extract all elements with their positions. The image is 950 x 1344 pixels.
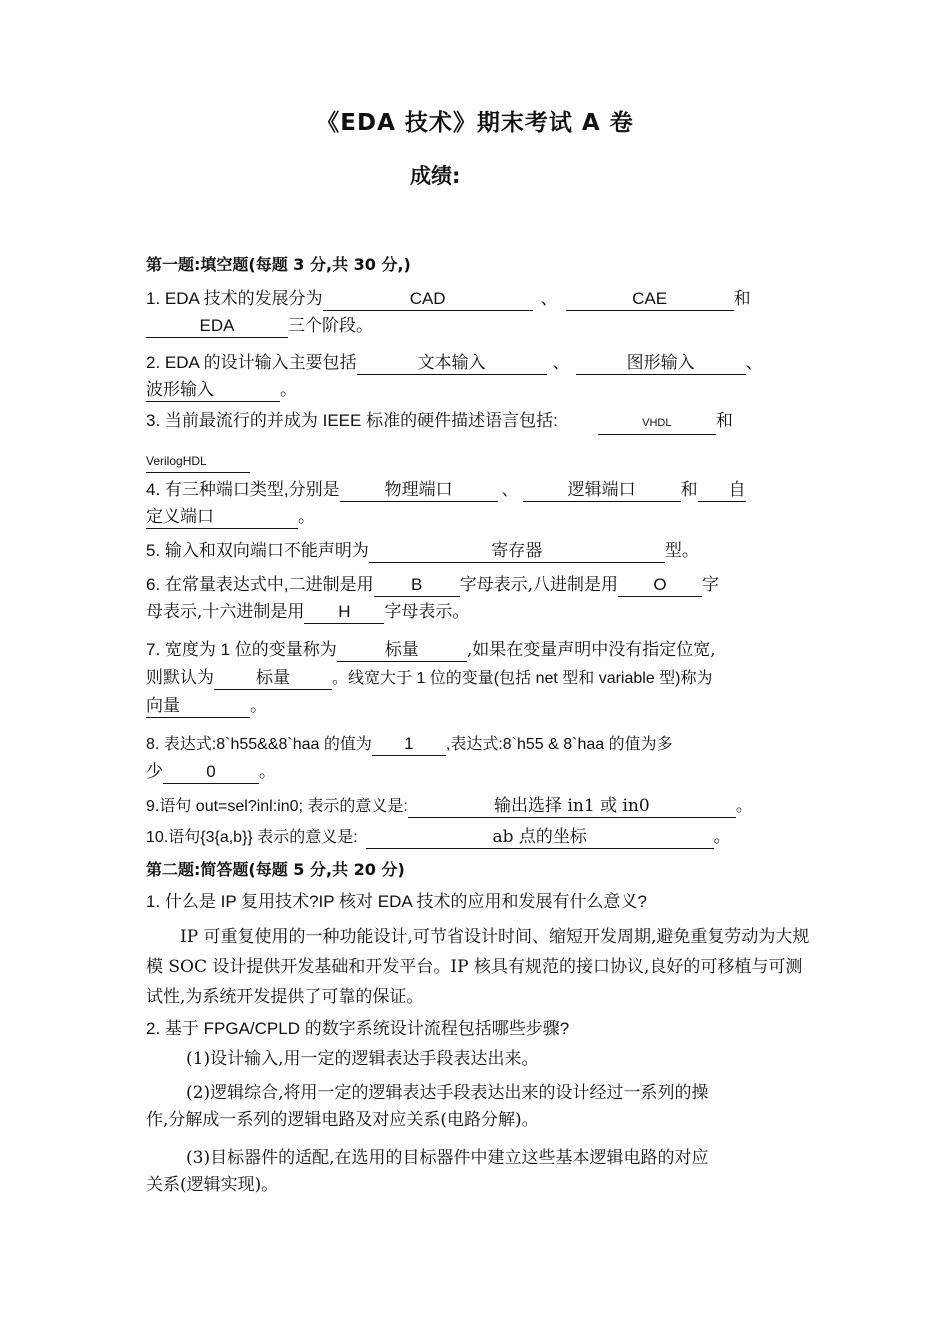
q4-line1: 4. 有三种端口类型,分别是 物理端口 、 逻辑端口 和 自	[146, 480, 746, 500]
q6-line1: 6. 在常量表达式中,二进制是用 B 字母表示,八进制是用 O 字	[146, 575, 720, 595]
q4-answer-3-start: 自	[698, 479, 746, 502]
q4-line2: 定义端口 。	[146, 507, 315, 527]
s2-q2-step3-line2: 关系(逻辑实现)。	[146, 1175, 279, 1195]
q1-answer-3: EDA	[146, 315, 288, 338]
section2-heading: 第二题:简答题(每题 5 分,共 20 分)	[146, 860, 405, 879]
q3-answer-2: VerilogHDL	[146, 450, 250, 473]
q5-answer: 寄存器	[369, 540, 665, 563]
q3-line1: 3. 当前最流行的并成为 IEEE 标准的硬件描述语言包括: VHDL 和	[146, 408, 810, 435]
q10-line: 10.语句{3{a,b}} 表示的意义是: ab 点的坐标 。	[146, 827, 731, 847]
q2-line2: 波形输入 。	[146, 380, 297, 400]
s2-q2-step3-line1: (3)目标器件的适配,在选用的目标器件中建立这些基本逻辑电路的对应	[186, 1148, 709, 1168]
q7-answer-3: 向量	[146, 695, 250, 718]
q7-answer-2: 标量	[214, 667, 332, 690]
q2-line1: 2. EDA 的设计输入主要包括 文本输入 、 图形输入 、	[146, 353, 763, 373]
q8-line2: 少 0 。	[146, 762, 276, 782]
s2-q2-step1: (1)设计输入,用一定的逻辑表达手段表达出来。	[186, 1049, 539, 1069]
q7-line2: 则默认为 标量 。线宽大于 1 位的变量(包括 net 型和 variable 型)称为	[146, 668, 713, 688]
q2-answer-1: 文本输入	[357, 352, 547, 375]
q7-line3: 向量 。	[146, 696, 267, 716]
section1-heading: 第一题:填空题(每题 3 分,共 30 分,)	[146, 255, 411, 274]
q5-line: 5. 输入和双向端口不能声明为 寄存器 型。	[146, 541, 699, 561]
q1-line1: 1. EDA 技术的发展分为 CAD 、 CAE 和	[146, 289, 751, 309]
s2-q2-question: 2. 基于 FPGA/CPLD 的数字系统设计流程包括哪些步骤?	[146, 1019, 570, 1038]
q2-answer-3: 波形输入	[146, 379, 280, 402]
q6-answer-2: O	[618, 574, 702, 597]
q6-line2: 母表示,十六进制是用 H 字母表示。	[146, 602, 470, 622]
q2-answer-2: 图形输入	[576, 352, 746, 375]
q6-answer-3: H	[304, 601, 384, 624]
s2-q2-step2-line1: (2)逻辑综合,将用一定的逻辑表达手段表达出来的设计经过一系列的操	[186, 1083, 709, 1103]
q9-line: 9.语句 out=sel?inl:in0; 表示的意义是: 输出选择 in1 或 in0 。	[146, 796, 753, 816]
q7-answer-1: 标量	[337, 639, 467, 662]
q8-answer-2: 0	[163, 761, 259, 784]
q10-answer: ab 点的坐标	[366, 826, 714, 849]
q9-answer: 输出选择 in1 或 in0	[408, 795, 736, 818]
q1-answer-2: CAE	[566, 288, 734, 311]
exam-title: 《EDA 技术》期末考试 A 卷	[316, 110, 634, 136]
score-label: 成绩:	[410, 164, 461, 188]
q4-answer-3-end: 定义端口	[146, 506, 298, 529]
q1-answer-1: CAD	[323, 288, 533, 311]
q3-line2	[146, 447, 810, 473]
q8-line1: 8. 表达式:8`h55&&8`haa 的值为 1 ,表达式:8`h55 & 8`haa 的值为多	[146, 731, 810, 758]
q7-line1: 7. 宽度为 1 位的变量称为 标量 ,如果在变量声明中没有指定位宽,	[146, 640, 716, 660]
q4-answer-2: 逻辑端口	[523, 479, 681, 502]
q3-answer-1: VHDL	[598, 412, 716, 435]
q1-line2: EDA 三个阶段。	[146, 313, 810, 339]
q6-answer-1: B	[374, 574, 460, 597]
s2-q2-step2-line2: 作,分解成一系列的逻辑电路及对应关系(电路分解)。	[146, 1110, 539, 1130]
q4-answer-1: 物理端口	[340, 479, 498, 502]
s2-q1-question: 1. 什么是 IP 复用技术?IP 核对 EDA 技术的应用和发展有什么意义?	[146, 892, 647, 911]
q8-answer-1: 1	[372, 733, 446, 756]
s2-q1-answer: IP 可重复使用的一种功能设计,可节省设计时间、缩短开发周期,避免重复劳动为大规模 SOC 设计提供开发基础和开发平台。IP 核具有规范的接口协议,良好的可移植与可测试性,为系统开发提供了可靠的保证。	[146, 927, 810, 1007]
